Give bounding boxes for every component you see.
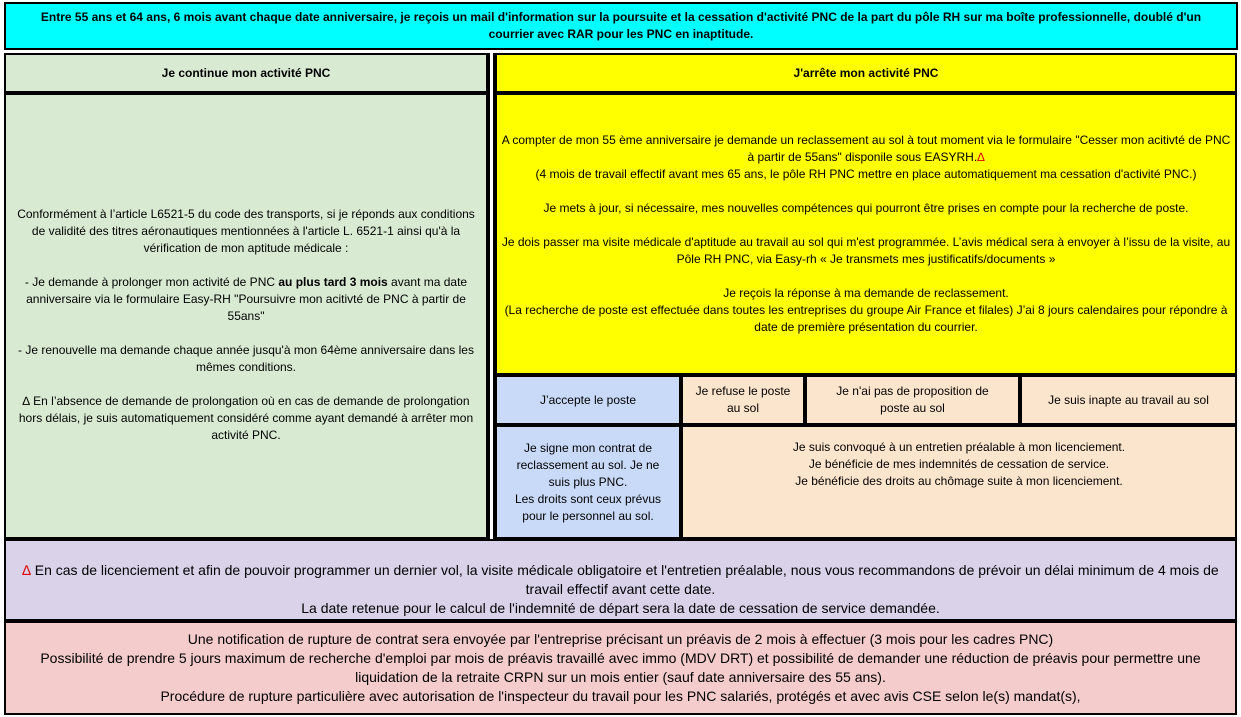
dismissal-warning [4,539,1237,621]
stop-activity-heading [495,53,1237,93]
reclassification-request-text: A compter de mon 55 ème anniversaire je demande un reclassement au sol à tout moment via le formulaire "Cesser mon acitivté de PNC à partir de 55ans" disponile sous EASYRH. [501,133,1231,164]
continue-activity-body [4,93,488,539]
result-accept [495,425,681,539]
info-banner [4,2,1238,50]
reclassification-response-text: Je reçois la réponse à ma demande de reclassement. (La recherche de poste est effectuée dans toutes les entreprises du groupe Air France et filales) J’ai 8 jours calendaires pour répondre à date de première présentation du courrier. [504,286,1228,334]
continue-activity-title: Je continue mon activité PNC [161,66,331,80]
termination-notification [4,621,1237,715]
warning-recommendation-text: En cas de licenciement et afin de pouvoir programmer un dernier vol, la visite médicale obligatoire et l'entretien préalable, nous vous recommandons de prévoir un délai minimum de 4 mois de travail effectif avant cette date. [30,562,1219,597]
deadline-emphasis: au plus tard 3 mois [278,274,388,289]
option-refuse-position [681,375,805,425]
dismissal-warning-text [12,542,1229,618]
stop-activity-body [495,93,1237,375]
column-divider [488,53,495,539]
stop-activity-title: J'arrête mon activité PNC [793,66,939,80]
option-accept-label: J’accepte le poste [539,392,637,407]
extension-request-text-end: avant ma date anniversaire via le formulaire Easy-RH "Poursuivre mon acitivté de PNC à partir de 55ans" [26,274,468,323]
legal-conditions-text: Conformément à l’article L6521-5 du code des transports, si je réponds aux conditions de validité des titres aéronautiques mentionnées à l'article L. 6521-1 ainsi qu'à la vérification de mon aptitude médicale : [17,206,475,255]
info-banner-text: Entre 55 ans et 64 ans, 6 mois avant chaque date anniversaire, je reçois un mail d'information sur la poursuite et la cessation d'activité PNC de la part du pôle RH sur ma boîte professionnelle, doublé d'un courrier avec RAR pour les PNC en inaptitude. [40,10,1202,41]
no-request-text: En l’absence de demande de prolongation où en cas de demande de prolongation hors délais, je suis automatiquement considéré comme ayant demandé à arrêter mon activité PNC. [18,393,474,442]
option-no-proposal [805,375,1020,425]
extension-request-text: - Je demande à prolonger mon activité de PNC [24,274,279,289]
continue-activity-heading [4,53,488,93]
option-refuse-label: Je refuse le poste au sol [695,384,791,415]
result-accept-text: Je signe mon contrat de reclassement au sol. Je ne suis plus PNC. Les droits sont ceux prévus pour le personnel au sol. [514,440,662,523]
option-unfit-label: Je suis inapte au travail au sol [1048,392,1209,407]
stop-activity-text [501,115,1231,353]
warning-triangle-icon: ∆ [22,562,31,578]
automatic-cessation-text: (4 mois de travail effectif avant mes 65 ans, le pôle RH PNC mettre en place automatiquement ma cessation d'activité PNC.) [535,167,1197,181]
warning-triangle-icon: ∆ [22,393,30,408]
continue-activity-text [10,189,482,444]
option-unfit-ground-work [1020,375,1237,425]
option-accept-position [495,375,681,425]
warning-date-text: La date retenue pour le calcul de l'indemnité de départ sera la date de cessation de service demandée. [301,600,940,616]
skills-update-text: Je mets à jour, si nécessaire, mes nouvelles compétences qui pourront être prises en compte pour la recherche de poste. [543,201,1189,215]
result-dismissal [681,425,1237,539]
termination-notification-text: Une notification de rupture de contrat sera envoyée par l'entreprise précisant un préavis de 2 mois à effectuer (3 mois pour les cadres PNC) Possibilité de prendre 5 jours maximum de recherche d'emploi par mois de préavis travaillé avec immo (MDV DRT) et possibilité de demander une réduction de préavis pour permettre une liquidation de la retraite CRPN sur un mois entier (sauf date anniversaire des 55 ans). Procédure de rupture particulière avec autorisation de l'inspecteur du travail pour les PNC salariés, protégés et avec avis CSE selon le(s) mandat(s), [40,631,1201,704]
medical-visit-text: Je dois passer ma visite médicale d'aptitude au travail au sol qui m'est programmée. L’avis médical sera à envoyer à l’issu de la visite, au Pôle RH PNC, via Easy-rh « Je transmets mes justificatifs/documents » [501,235,1231,266]
option-no-proposal-label: Je n'ai pas de proposition de poste au sol [836,384,989,415]
result-dismissal-text: Je suis convoqué à un entretien préalable à mon licenciement. Je bénéficie de mes indemnités de cessation de service. Je bénéficie des droits au chômage suite à mon licenciement. [792,440,1126,488]
warning-triangle-icon: ∆ [977,150,985,164]
renewal-text: - Je renouvelle ma demande chaque année jusqu'à mon 64ème anniversaire dans les mêmes conditions. [18,342,474,374]
